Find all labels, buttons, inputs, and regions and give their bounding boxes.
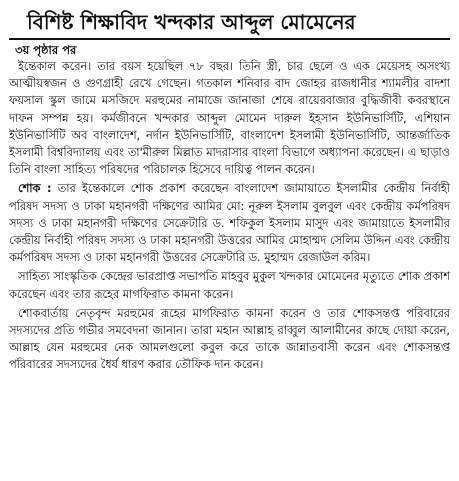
article-headline: বিশিষ্ট শিক্ষাবিদ খন্দকার আব্দুল মোমেনের (27, 10, 356, 34)
continuation-label: ৩য় পৃষ্ঠার পর (15, 43, 77, 57)
article-paragraph (9, 268, 450, 302)
paragraph-text: সাহিত্য সাংস্কৃতিক কেন্দ্রের ভারপ্রাপ্ত সভাপতি মাহবুব মুকুল খন্দকার মোমেনের মৃত্যুতে শোক প্রকাশ করেছেন এবং তার রূহের মাগফিরাত কামনা করেন। (9, 270, 450, 301)
article-paragraph (9, 305, 450, 374)
paragraph-text: শোকবার্তায় নেতৃবৃন্দ মরহুমের রূহের মাগফিরাত কামনা করেন ও তার শোকসন্তপ্ত পরিবারের সদস্যদের প্রতি গভীর সমবেদনা জানান। তারা মহান আল্লাহ রাব্বুল আলামীনের কাছে দোয়া করেন, আল্লাহ যেন মরহুমের নেক আমলগুলো কবুল করে তাকে জান্নাতবাসী করেন এবং শোকসন্তপ্ত পরিবারের সদস্যদের ধৈর্য ধারণ করার তৌফিক দান করেন। (9, 306, 450, 372)
headline-bar (9, 6, 450, 40)
paragraph-text: তার ইন্তেকালে শোক প্রকাশ করেছেন বাংলাদেশ জামায়াতে ইসলামীর কেন্দ্রীয় নির্বাহী পরিষদ সদস্য ও ঢাকা মহানগরী দক্ষিণের আমির মো: নূরুল ইসলাম বুলবুল এবং কেন্দ্রীয় কর্মপরিষদ সদস্য ও ঢাকা মহানগরী দক্ষিণের সেক্রেটারি ড. শফিকুল ইসলাম মাসুদ এবং জামায়াতে ইসলামীর কেন্দ্রীয় নির্বাহী পরিষদ সদস্য ও ঢাকা মহানগরী উত্তরের আমির মোহাম্মদ সেলিম উদ্দিন এবং কেন্দ্রীয় কর্মপরিষদ সদস্য ও ঢাকা মহানগরী উত্তরের সেক্রেটারি ড. মুহাম্মদ রেজাউল করিম। (9, 182, 450, 265)
article-paragraph (9, 180, 450, 266)
paragraph-lead: শোক : (18, 182, 52, 196)
article-paragraph (9, 58, 450, 178)
paragraph-text: ইন্তেকাল করেন। তার বয়স হয়েছিল ৭৮ বছর। তিনি স্ত্রী, চার ছেলে ও এক মেয়েসহ অসংখ্য আত্মীয়স্বজন ও গুণগ্রাহী রেখে গেছেন। গতকাল শনিবার বাদ জোহর রাজধানীর শ্যামলীর বাদশা ফয়সাল স্কুল জামে মসজিদে মরহুমের নামাজে জানাজা শেষে রায়েরবাজার বুদ্ধিজীবী কবরস্থানে দাফন সম্পন্ন হয়। কর্মজীবনে খন্দকার আব্দুল মোমেন দারুল ইহসান ইউনিভার্সিটি, এশিয়ান ইউনিভার্সিটি অব বাংলাদেশ, নর্দান ইউনিভার্সিটি, বাংলাদেশ ইসলামী ইউনিভার্সিটি, আন্তর্জাতিক ইসলামী বিশ্ববিদ্যালয় এবং তা'মীরুল মিল্লাত মাদরাসার বাংলা বিভাগে অধ্যাপনা করেছেন। এ ছাড়াও তিনি বাংলা সাহিত্য পরিষদের পরিচালক হিসেবে দায়িত্ব পালন করেন। (9, 60, 451, 177)
